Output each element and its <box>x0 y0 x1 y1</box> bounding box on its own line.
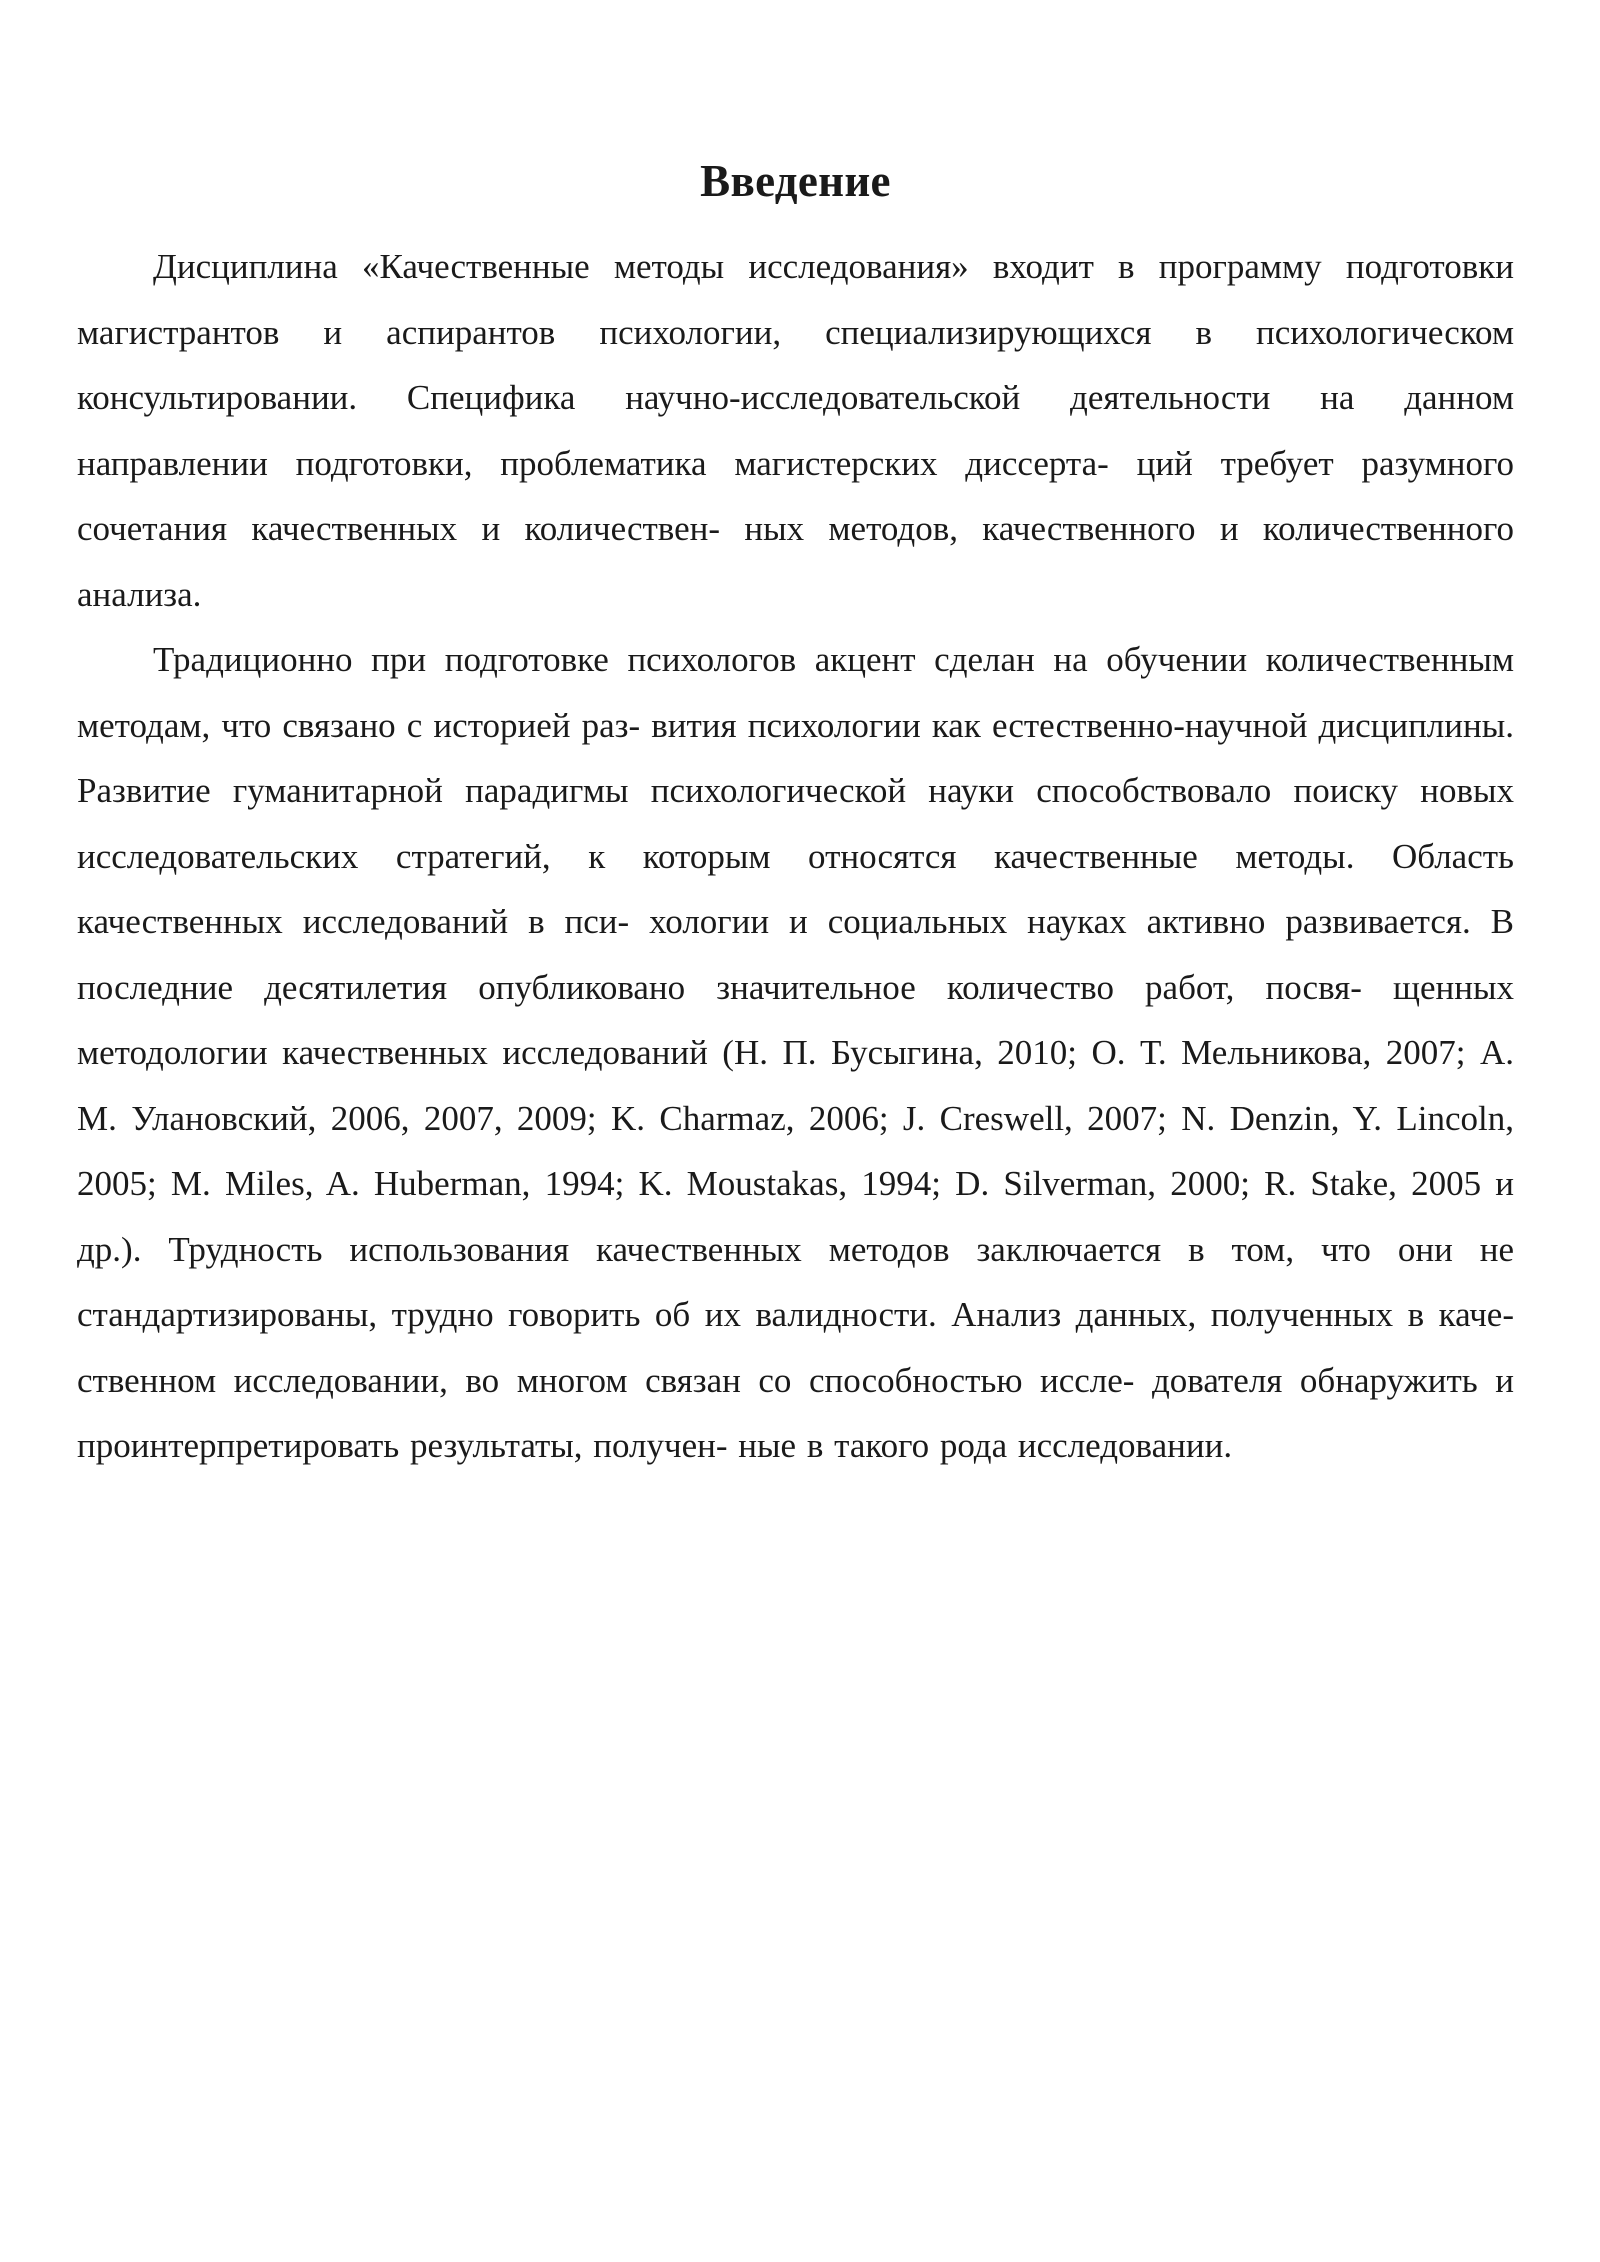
page-title: Введение <box>700 156 891 206</box>
paragraph-methods: Традиционно при подготовке психологов акцент сделан на обучении количественным методам, что связано с историей раз- вития психологии как естественно-научной дисциплины. Развитие гуманитарной парадигмы психологической науки способствовало поиску новых исследовательских стратегий, к которым относятся качественные методы. Область качественных исследований в пси- хологии и социальных науках активно развивается. В последние десятилетия опубликовано значительное количество работ, посвя- щенных методологии качественных исследований (Н. П. Бусыгина, 2010; О. Т. Мельникова, 2007; А. М. Улановский, 2006, 2007, 2009; K. Charmaz, 2006; J. Creswell, 2007; N. Denzin, Y. Lincoln, 2005; M. Miles, A. Huberman, 1994; K. Moustakas, 1994; D. Silverman, 2000; R. Stake, 2005 и др.). Трудность использования качественных методов заключается в том, что они не стандартизированы, трудно говорить об их валидности. Анализ данных, полученных в каче- ственном исследовании, во многом связан со способностью иссле- дователя обнаружить и проинтерпретировать результаты, получен- ные в такого рода исследовании. <box>77 640 1514 1465</box>
document-body <box>77 150 1514 1479</box>
paragraph-intro: Дисциплина «Качественные методы исследования» входит в программу подготовки магистрантов и аспирантов психологии, специализирующихся в психологическом консультировании. Специфика научно-исследовательской деятельности на данном направлении подготовки, проблематика магистерских диссерта- ций требует разумного сочетания качественных и количествен- ных методов, качественного и количественного анализа. <box>77 247 1514 614</box>
